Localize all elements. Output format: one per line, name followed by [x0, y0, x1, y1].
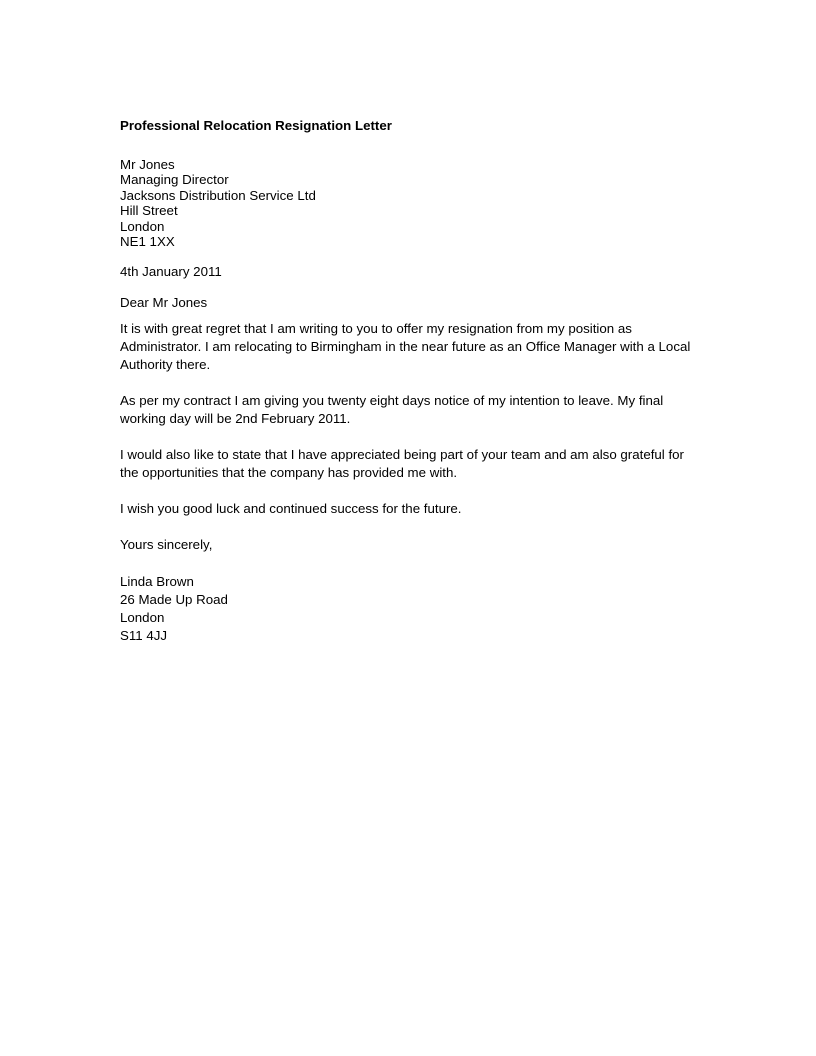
recipient-position: Managing Director: [120, 172, 229, 188]
sender-city: London: [120, 610, 165, 626]
letter-date: 4th January 2011: [120, 264, 222, 280]
body-paragraph-2: As per my contract I am giving you twenty eight days notice of my intention to leave. My final working day will be 2nd February 2011.: [120, 393, 664, 427]
recipient-city: London: [120, 218, 165, 234]
body-paragraph-1: It is with great regret that I am writing to you to offer my resignation from my position as Administrator. I am relocating to Birmingham in the near future as an Office Manager with a Local Authority there.: [120, 321, 691, 373]
body-paragraph-3: I would also like to state that I have appreciated being part of your team and am also grateful for the opportunities that the company has provided me with.: [120, 447, 684, 481]
recipient-street: Hill Street: [120, 203, 178, 219]
sender-name: Linda Brown: [120, 574, 194, 590]
sender-street: 26 Made Up Road: [120, 592, 228, 608]
sender-postcode: S11 4JJ: [120, 628, 168, 644]
letter-page: [120, 118, 700, 645]
recipient-postcode: NE1 1XX: [120, 234, 175, 250]
body-paragraph-4: I wish you good luck and continued success for the future.: [120, 501, 462, 517]
sender-address: [120, 573, 700, 645]
recipient-company: Jacksons Distribution Service Ltd: [120, 187, 316, 203]
salutation: Dear Mr Jones: [120, 295, 208, 311]
letter-title: Professional Relocation Resignation Letter: [120, 118, 392, 133]
recipient-address: [120, 157, 700, 249]
recipient-name: Mr Jones: [120, 157, 175, 172]
closing: Yours sincerely,: [120, 537, 213, 553]
